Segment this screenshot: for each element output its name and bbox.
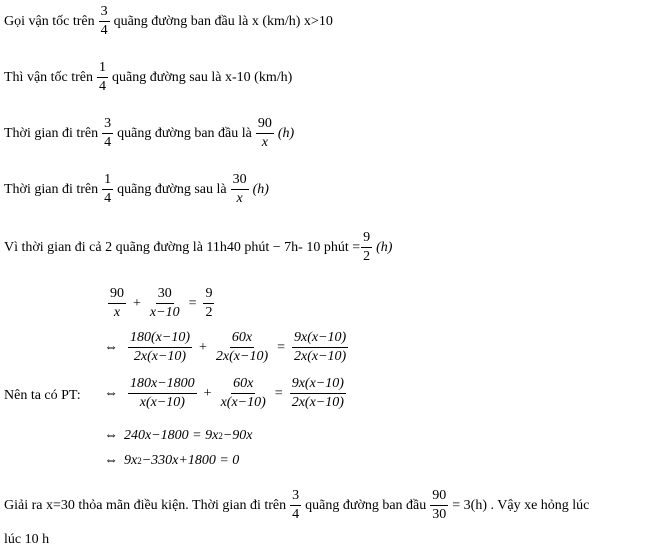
equation-row-1: [104, 286, 218, 321]
text: Thời gian đi trên: [4, 181, 99, 197]
fraction-one-quarter: $\frac{1}{4}$: [99, 60, 107, 95]
fraction-30-over-x: $\frac{30}{x}$: [232, 172, 247, 207]
fraction: $\frac{60x}{2x(x-10)}$: [215, 330, 269, 365]
fraction-90-over-30: $\frac{90}{30}$: [432, 488, 447, 523]
plus-sign: +: [133, 295, 141, 311]
equation-label: [4, 388, 81, 404]
fraction: $\frac{60x}{x(x-10)}$: [220, 376, 266, 411]
exponent: 2: [137, 456, 142, 466]
text: = 3(h) . Vậy xe hỏng lúc: [452, 497, 590, 513]
equation-row-4: [104, 428, 253, 444]
plus-sign: +: [199, 339, 207, 355]
fraction: $\frac{180x-1800}{x(x-10)}$: [130, 376, 195, 411]
equation-text: 9x: [124, 453, 138, 468]
fraction-three-quarters: $\frac{3}{4}$: [292, 488, 300, 523]
equals-sign: =: [274, 385, 283, 401]
line-velocity-second: [4, 60, 292, 95]
equation-row-2: [104, 330, 352, 365]
unit-hours: (h): [252, 181, 269, 197]
text: lúc 10 h: [4, 532, 50, 547]
line-time-first: [4, 116, 294, 151]
unit-hours: (h): [277, 125, 295, 141]
fraction-one-quarter: $\frac{1}{4}$: [104, 172, 112, 207]
unit-hours: (h): [376, 239, 393, 255]
fraction-nine-halves: $\frac{9}{2}$: [363, 230, 371, 265]
fraction: $\frac{9x(x-10)}{2x(x-10)}$: [291, 376, 344, 411]
equals-sign: =: [188, 295, 197, 311]
equivalence-arrow: ⇔: [104, 428, 118, 443]
fraction: $\frac{30}{x-10}$: [149, 286, 180, 321]
line-final: [4, 532, 49, 548]
line-total-time: [4, 230, 392, 265]
fraction: $\frac{90}{x}$: [110, 286, 124, 321]
text: Vì thời gian đi cả 2 quãng đường là 11h40 phút − 7h- 10 phút =: [4, 239, 361, 255]
text: quãng đường ban đầu là: [117, 125, 252, 141]
text: quãng đường ban đầu: [305, 497, 427, 513]
text: Giải ra x=30 thỏa mãn điều kiện. Thời gian đi trên: [4, 497, 287, 513]
text: Thì vận tốc trên: [4, 69, 94, 85]
plus-sign: +: [203, 385, 212, 401]
line-time-second: [4, 172, 269, 207]
equation-text: 240x−1800 = 9x: [124, 428, 219, 443]
equals-sign: =: [277, 339, 286, 355]
fraction-three-quarters: $\frac{3}{4}$: [104, 116, 112, 151]
text: quãng đường ban đầu là x (km/h) x>10: [113, 13, 333, 29]
equation-text: −330x+1800 = 0: [141, 453, 240, 468]
equation-row-5: [104, 453, 239, 469]
fraction: $\frac{9x(x-10)}{2x(x-10)}$: [294, 330, 347, 365]
equivalence-arrow: ⇔: [104, 453, 118, 468]
text: Nên ta có PT:: [4, 388, 81, 403]
fraction-90-over-x: $\frac{90}{x}$: [257, 116, 272, 151]
line-conclusion: [4, 488, 589, 523]
fraction-three-quarters: $\frac{3}{4}$: [100, 4, 108, 39]
text: Gọi vận tốc trên: [4, 13, 95, 29]
text: quãng đường sau là x-10 (km/h): [112, 69, 293, 85]
text: quãng đường sau là: [117, 181, 227, 197]
text: Thời gian đi trên: [4, 125, 99, 141]
exponent: 2: [218, 431, 223, 441]
equation-row-3: [104, 376, 350, 411]
equivalence-arrow: ⇔: [104, 385, 118, 401]
fraction: $\frac{180(x-10)}{2x(x-10)}$: [130, 330, 190, 365]
fraction: $\frac{9}{2}$: [205, 286, 213, 321]
line-velocity-first: [4, 4, 333, 39]
equivalence-arrow: ⇔: [104, 339, 118, 355]
equation-text: −90x: [222, 428, 253, 443]
